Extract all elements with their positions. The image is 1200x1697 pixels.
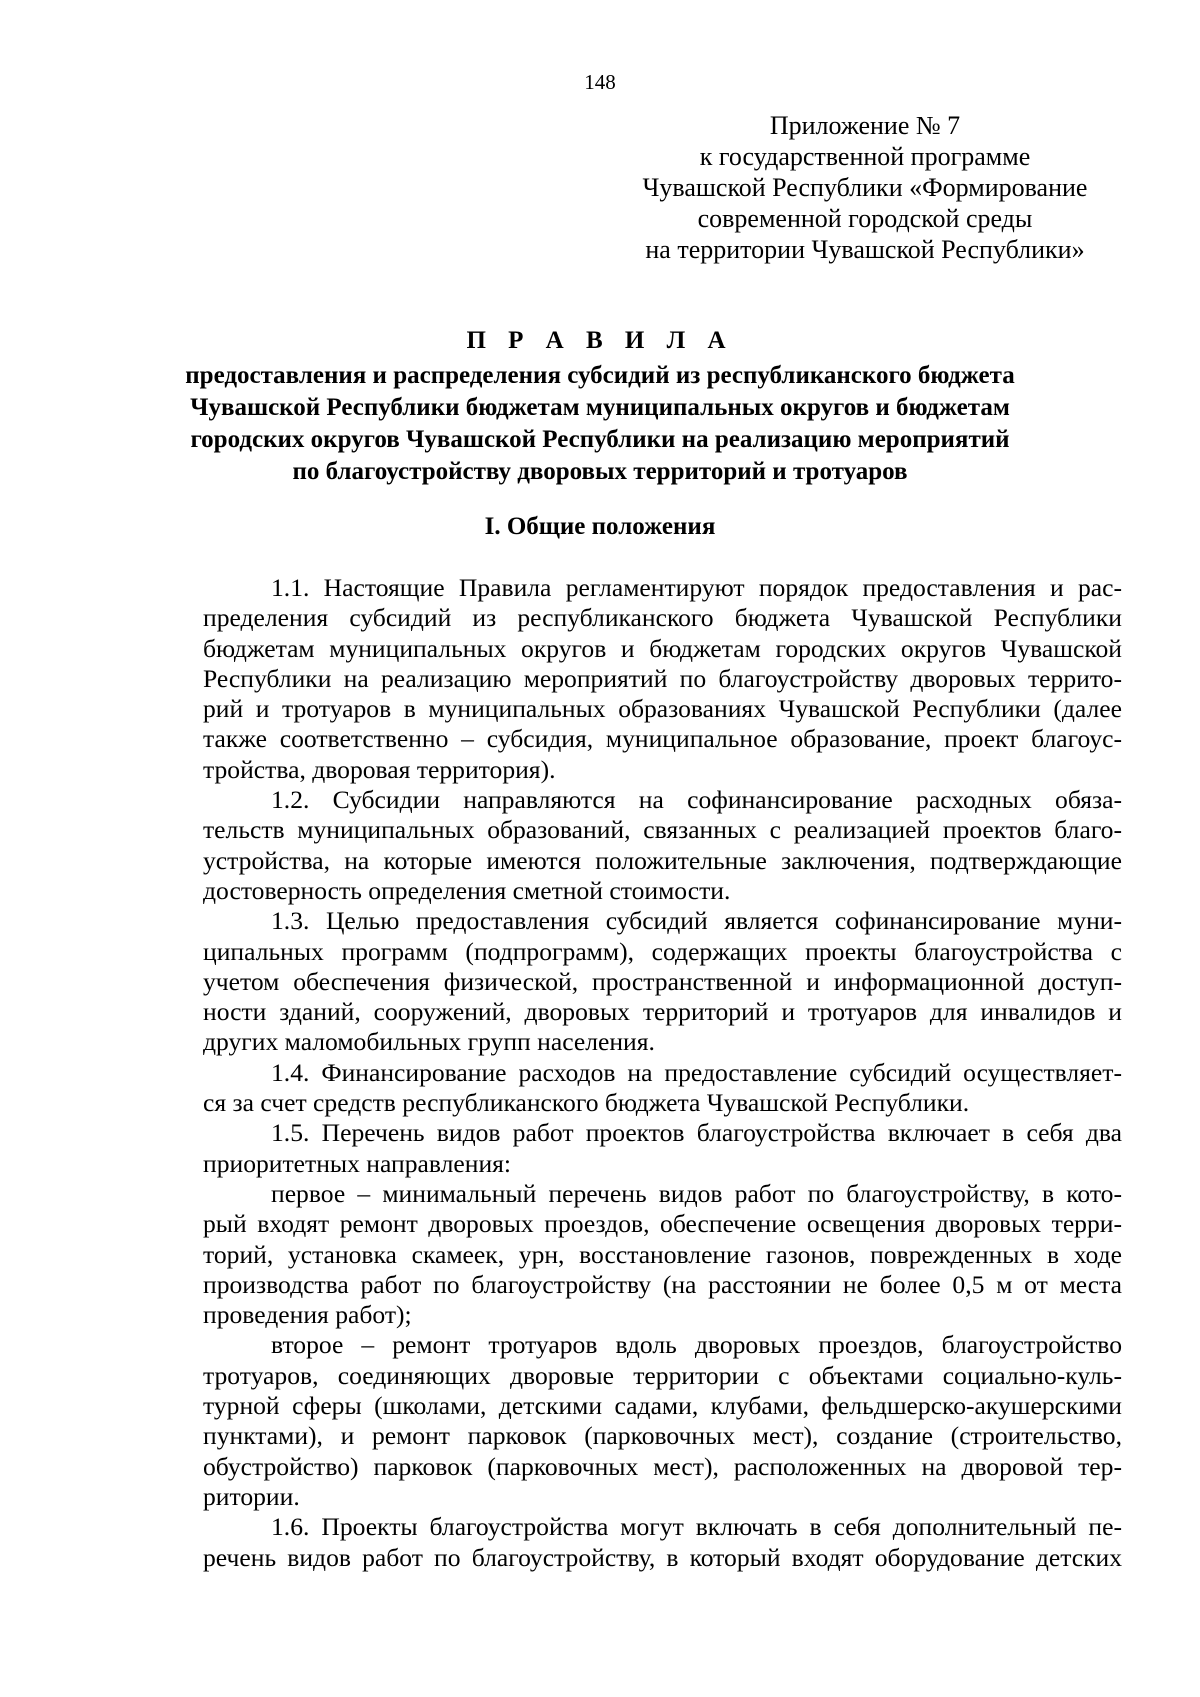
document-body — [203, 573, 1122, 1573]
body-line: также соответственно – субсидия, муниципальное образование, проект благоус- — [203, 724, 1122, 754]
subtitle-line: городских округов Чувашской Республики на реализацию мероприятий — [190, 426, 1010, 453]
body-line: ся за счет средств республиканского бюджета Чувашской Республики. — [203, 1088, 970, 1118]
document-subtitle — [150, 360, 1050, 488]
section-heading: I. Общие положения — [484, 513, 716, 540]
body-line: первое – минимальный перечень видов работ по благоустройству, в кото- — [271, 1178, 1122, 1208]
body-line: бюджетам муниципальных округов и бюджетам городских округов Чувашской — [203, 633, 1122, 663]
body-line: Республики на реализацию мероприятий по благоустройству дворовых террито- — [203, 663, 1122, 693]
document-title: П Р А В И Л А — [466, 327, 734, 354]
body-line: рый входят ремонт дворовых проездов, обеспечение освещения дворовых терри- — [203, 1209, 1122, 1239]
appendix-line: Чувашской Республики «Формирование — [642, 173, 1088, 202]
body-line: проведения работ); — [203, 1300, 412, 1330]
body-line: достоверность определения сметной стоимости. — [203, 875, 731, 905]
body-line: обустройство) парковок (парковочных мест), расположенных на дворовой тер- — [203, 1451, 1122, 1481]
subtitle-line: по благоустройству дворовых территорий и тротуаров — [292, 458, 908, 485]
body-line: ритории. — [203, 1481, 300, 1511]
appendix-line: на территории Чувашской Республики» — [645, 235, 1085, 264]
body-line: второе – ремонт тротуаров вдоль дворовых проездов, благоустройство — [271, 1330, 1122, 1360]
body-line: 1.1. Настоящие Правила регламентируют порядок предоставления и рас- — [271, 573, 1122, 602]
body-line: 1.2. Субсидии направляются на софинансирование расходных обяза- — [271, 785, 1122, 815]
body-line: 1.3. Целью предоставления субсидий является софинансирование муни- — [271, 906, 1122, 936]
appendix-line: Приложение № 7 — [769, 111, 961, 140]
body-line: производства работ по благоустройству (на расстоянии не более 0,5 м от места — [203, 1269, 1122, 1299]
body-line: приоритетных направления: — [203, 1148, 512, 1178]
body-line: речень видов работ по благоустройству, в который входят оборудование детских — [203, 1542, 1122, 1572]
appendix-line: к государственной программе — [699, 142, 1031, 171]
body-line: тротуаров, соединяющих дворовые территории с объектами социально-куль- — [203, 1360, 1122, 1390]
appendix-line: современной городской среды — [697, 204, 1033, 233]
body-line: устройства, на которые имеются положительные заключения, подтверждающие — [203, 845, 1122, 875]
body-line: пределения субсидий из республиканского бюджета Чувашской Республики — [203, 603, 1122, 633]
body-line: торий, установка скамеек, урн, восстановление газонов, поврежденных в ходе — [203, 1239, 1122, 1269]
body-line: 1.6. Проекты благоустройства могут включать в себя дополнительный пе- — [271, 1512, 1122, 1542]
body-line: рий и тротуаров в муниципальных образованиях Чувашской Республики (далее — [203, 694, 1122, 724]
body-line: пунктами), и ремонт парковок (парковочных мест), создание (строительство, — [203, 1421, 1122, 1451]
body-line: других маломобильных групп населения. — [203, 1027, 655, 1057]
body-line: турной сферы (школами, детскими садами, клубами, фельдшерско-акушерскими — [203, 1391, 1122, 1421]
subtitle-line: Чувашской Республики бюджетам муниципальных округов и бюджетам — [190, 394, 1010, 421]
body-line: 1.4. Финансирование расходов на предоставление субсидий осуществляет- — [271, 1057, 1122, 1087]
appendix-reference — [640, 110, 1090, 265]
body-line: ности зданий, сооружений, дворовых территорий и тротуаров для инвалидов и — [203, 997, 1122, 1027]
body-line: тройства, дворовая территория). — [203, 754, 556, 784]
body-line: 1.5. Перечень видов работ проектов благоустройства включает в себя два — [271, 1118, 1122, 1148]
subtitle-line: предоставления и распределения субсидий из республиканского бюджета — [185, 362, 1015, 389]
body-line: ципальных программ (подпрограмм), содержащих проекты благоустройства с — [203, 936, 1122, 966]
body-line: тельств муниципальных образований, связанных с реализацией проектов благо- — [203, 815, 1122, 845]
page-number: 148 — [584, 70, 616, 94]
body-line: учетом обеспечения физической, пространственной и информационной доступ- — [203, 966, 1122, 996]
